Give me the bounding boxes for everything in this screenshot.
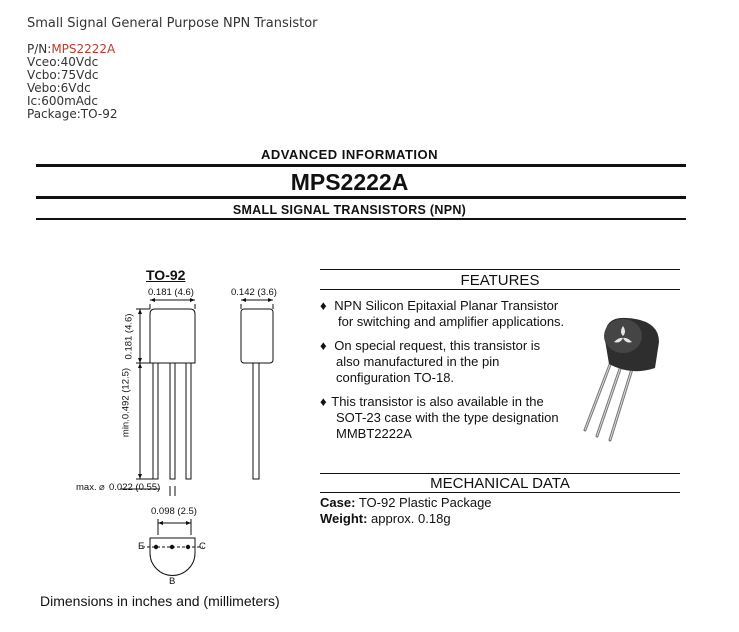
dim-lead-length: min.0.492 (12.5) [120, 367, 132, 438]
weight-label: Weight: [320, 511, 368, 526]
spec-label: Package: [27, 107, 81, 121]
to92-package-drawing [60, 262, 310, 592]
pin-e-dot [154, 545, 158, 549]
diameter-icon: ⌀ [99, 482, 105, 493]
dim-lead-dia: 0.022 (0.55) [109, 482, 161, 493]
feature-item [320, 394, 580, 442]
side-lead [253, 363, 259, 479]
part-number-title: MPS2222A [290, 169, 409, 195]
spec-label: Ic: [27, 94, 42, 108]
spec-package [27, 108, 118, 121]
pin-e-label: E [138, 541, 145, 552]
spec-value: 75Vdc [60, 68, 99, 82]
weight-value: approx. 0.18g [371, 511, 451, 526]
advanced-information-label: ADVANCED INFORMATION [260, 147, 439, 162]
feature-line: for switching and amplifier applications. [338, 314, 565, 329]
spec-value: 6Vdc [60, 81, 91, 95]
spec-value: 40Vdc [60, 55, 99, 69]
package-label: TO-92 [146, 267, 186, 283]
front-body-outline [150, 309, 195, 363]
transistor-illustration [575, 302, 685, 442]
case-value: TO-92 Plastic Package [358, 495, 492, 510]
spec-value: MPS2222A [51, 42, 116, 56]
bullet-icon: ♦ [320, 394, 327, 409]
feature-item [320, 338, 580, 386]
spec-list [27, 43, 118, 121]
header-rule-top [36, 164, 686, 167]
dim-lead-dia-prefix: max. [76, 482, 97, 493]
spec-label: Vceo: [27, 55, 61, 69]
feature-line: SOT-23 case with the type designation [336, 410, 559, 425]
lead-left [153, 363, 158, 479]
mechanical-rule-top [320, 473, 680, 474]
lead-middle [170, 363, 175, 479]
side-body-outline [241, 309, 273, 363]
pin-b-label: B [169, 576, 176, 587]
features-rule-top [320, 269, 680, 270]
mechanical-rule-bottom [320, 492, 680, 493]
lead-right [186, 363, 191, 479]
dimensions-caption: Dimensions in inches and (millimeters) [40, 593, 280, 609]
case-row [320, 495, 492, 511]
dim-pitch: 0.098 (2.5) [151, 506, 197, 517]
dim-body-height: 0.181 (4.6) [123, 313, 135, 360]
spec-label: Vebo: [27, 81, 61, 95]
bullet-icon: ♦ [320, 298, 327, 313]
feature-line: This transistor is also available in the [331, 394, 544, 409]
feature-line: MMBT2222A [336, 426, 412, 441]
spec-value: TO-92 [80, 107, 118, 121]
dim-depth: 0.142 (3.6) [231, 287, 277, 298]
features-title: FEATURES [460, 272, 540, 289]
pin-c-label: C [199, 541, 206, 552]
header-subtitle: SMALL SIGNAL TRANSISTORS (NPN) [232, 203, 467, 217]
feature-item [320, 298, 580, 330]
weight-row [320, 511, 451, 527]
header-rule-bottom [36, 218, 686, 220]
dim-width: 0.181 (4.6) [148, 287, 194, 298]
bullet-icon: ♦ [320, 338, 327, 353]
feature-line: configuration TO-18. [336, 370, 455, 385]
pin-b-dot [170, 545, 174, 549]
feature-line: On special request, this transistor is [334, 338, 541, 353]
doc-title: Small Signal General Purpose NPN Transistor [27, 16, 318, 31]
feature-line: NPN Silicon Epitaxial Planar Transistor [334, 298, 559, 313]
spec-label: P/N: [27, 42, 52, 56]
spec-value: 600mAdc [41, 94, 98, 108]
header-rule-mid [36, 196, 686, 199]
feature-line: also manufactured in the pin [336, 354, 500, 369]
features-rule-bottom [320, 289, 680, 290]
bottom-view-outline [150, 538, 195, 576]
pin-c-dot [186, 545, 190, 549]
case-label: Case: [320, 495, 356, 510]
spec-label: Vcbo: [27, 68, 61, 82]
mechanical-title: MECHANICAL DATA [430, 475, 570, 492]
